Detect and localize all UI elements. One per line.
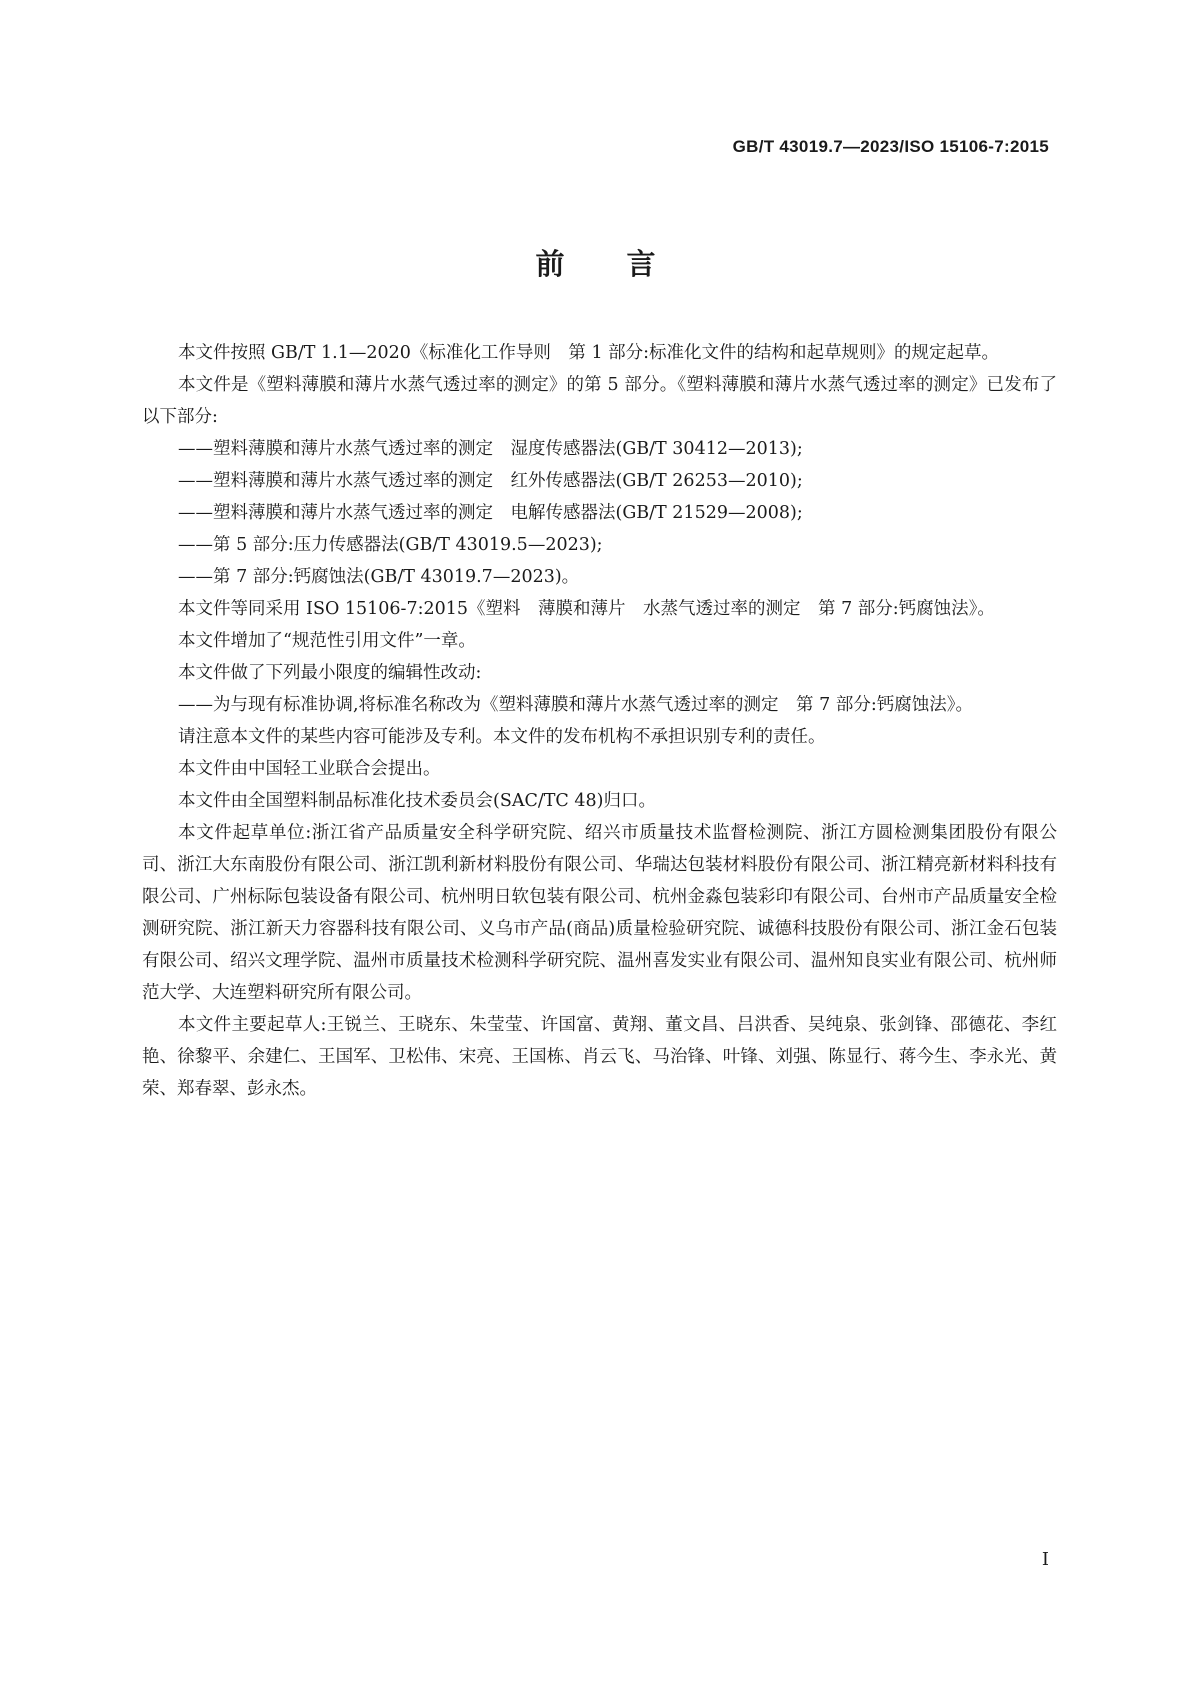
paragraph-patent-notice: 请注意本文件的某些内容可能涉及专利。本文件的发布机构不承担识别专利的责任。 [178,727,826,747]
page-title [0,242,1191,283]
paragraph-editorial-changes: 本文件做了下列最小限度的编辑性改动: [178,663,482,683]
standard-number-header: GB/T 43019.7—2023/ISO 15106-7:2015 [732,137,1049,156]
title-char-1: 前 [535,247,565,281]
title-char-2: 言 [626,247,656,281]
paragraph-drafting-rules: 本文件按照 GB/T 1.1—2020《标准化工作导则 第 1 部分:标准化文件的结构和起草规则》的规定起草。 [178,343,1000,363]
paragraph-drafting-units: 本文件起草单位:浙江省产品质量安全科学研究院、绍兴市质量技术监督检测院、浙江方圆检测集团股份有限公司、浙江大东南股份有限公司、浙江凯利新材料股份有限公司、华瑞达包装材料股份有限公司、浙江精亮新材料科技有限公司、广州标际包装设备有限公司、杭州明日软包装有限公司、杭州金淼包装彩印有限公司、台州市产品质量安全检测研究院、浙江新天力容器科技有限公司、义乌市产品(商品)质量检验研究院、诚德科技股份有限公司、浙江金石包装有限公司、绍兴文理学院、温州市质量技术检测科学研究院、温州喜发实业有限公司、温州知良实业有限公司、杭州师范大学、大连塑料研究所有限公司。 [142,823,1057,1003]
foreword-body [142,337,1057,1105]
paragraph-series-intro: 本文件是《塑料薄膜和薄片水蒸气透过率的测定》的第 5 部分。《塑料薄膜和薄片水蒸气透过率的测定》已发布了以下部分: [142,375,1057,427]
list-item-part: ——塑料薄膜和薄片水蒸气透过率的测定 湿度传感器法(GB/T 30412—2013); [178,439,803,459]
paragraph-committee: 本文件由全国塑料制品标准化技术委员会(SAC/TC 48)归口。 [178,791,656,811]
list-item-part: ——塑料薄膜和薄片水蒸气透过率的测定 红外传感器法(GB/T 26253—2010); [178,471,803,491]
page-number: I [1041,1549,1049,1570]
paragraph-proposer: 本文件由中国轻工业联合会提出。 [178,759,441,779]
paragraph-drafters: 本文件主要起草人:王锐兰、王晓东、朱莹莹、许国富、黄翔、董文昌、吕洪香、吴纯泉、张剑锋、邵德花、李红艳、徐黎平、余建仁、王国军、卫松伟、宋亮、王国栋、肖云飞、马治锋、叶锋、刘强、陈显行、蒋今生、李永光、黄荣、郑春翠、彭永杰。 [142,1015,1057,1099]
paragraph-iso-adoption: 本文件等同采用 ISO 15106-7:2015《塑料 薄膜和薄片 水蒸气透过率的测定 第 7 部分:钙腐蚀法》。 [178,599,995,619]
list-item-part: ——塑料薄膜和薄片水蒸气透过率的测定 电解传感器法(GB/T 21529—2008); [178,503,803,523]
list-item-part: ——第 5 部分:压力传感器法(GB/T 43019.5—2023); [178,535,603,555]
list-item-part: ——第 7 部分:钙腐蚀法(GB/T 43019.7—2023)。 [178,567,580,587]
paragraph-added-chapter: 本文件增加了“规范性引用文件”一章。 [178,631,476,651]
list-item-editorial-change: ——为与现有标准协调,将标准名称改为《塑料薄膜和薄片水蒸气透过率的测定 第 7 部分:钙腐蚀法》。 [178,695,973,715]
